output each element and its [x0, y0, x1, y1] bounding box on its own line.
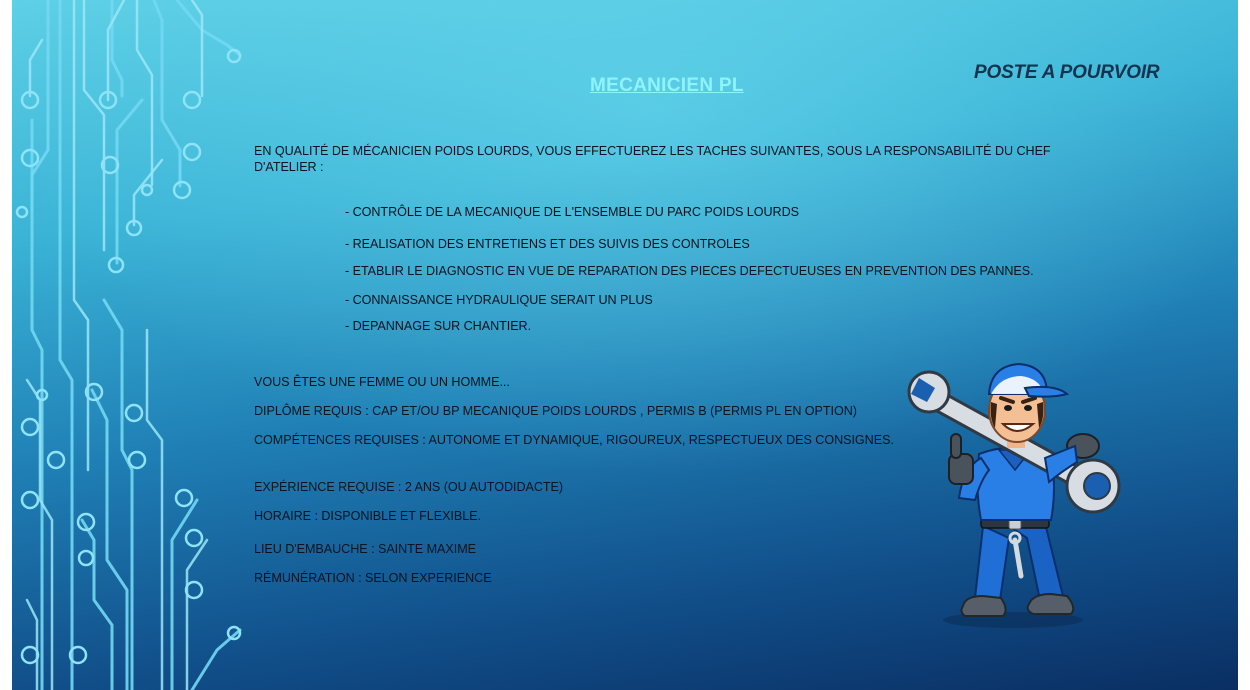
detail-line: LIEU D'EMBAUCHE : SAINTE MAXIME [254, 542, 476, 556]
detail-line: EXPÉRIENCE REQUISE : 2 ANS (OU AUTODIDACTE) [254, 480, 564, 494]
profile-line: COMPÉTENCES REQUISES : AUTONOME ET DYNAMIQUE, RIGOUREUX, RESPECTUEUX DES CONSIGNES. [254, 433, 894, 447]
task-item: - REALISATION DES ENTRETIENS ET DES SUIVIS DES CONTROLES [345, 237, 750, 251]
task-item: - ETABLIR LE DIAGNOSTIC EN VUE DE REPARATION DES PIECES DEFECTUEUSES EN PREVENTION DES PANNES. [345, 264, 1034, 278]
detail-line: RÉMUNÉRATION : SELON EXPERIENCE [254, 571, 492, 585]
page-title: MECANICIEN PL [590, 75, 744, 96]
mechanic-with-wrench-icon [905, 358, 1135, 633]
job-offer-slide [12, 0, 1238, 690]
circuit-lines-icon [12, 0, 262, 690]
task-item: - CONNAISSANCE HYDRAULIQUE SERAIT UN PLUS [345, 293, 653, 307]
intro-paragraph: EN QUALITÉ DE MÉCANICIEN POIDS LOURDS, VOUS EFFECTUEREZ LES TACHES SUIVANTES, SOUS LA RESPONSABILITÉ DU CHEF D'ATELIER : [254, 144, 1051, 174]
task-item: - CONTRÔLE DE LA MECANIQUE DE L'ENSEMBLE DU PARC POIDS LOURDS [345, 205, 799, 219]
profile-line: VOUS ÊTES UNE FEMME OU UN HOMME... [254, 375, 510, 389]
detail-line: HORAIRE : DISPONIBLE ET FLEXIBLE. [254, 509, 481, 523]
profile-line: DIPLÔME REQUIS : CAP ET/OU BP MECANIQUE POIDS LOURDS , PERMIS B (PERMIS PL EN OPTION) [254, 404, 857, 418]
poste-a-pourvoir-label: POSTE A POURVOIR [974, 62, 1160, 83]
task-item: - DEPANNAGE SUR CHANTIER. [345, 319, 532, 333]
